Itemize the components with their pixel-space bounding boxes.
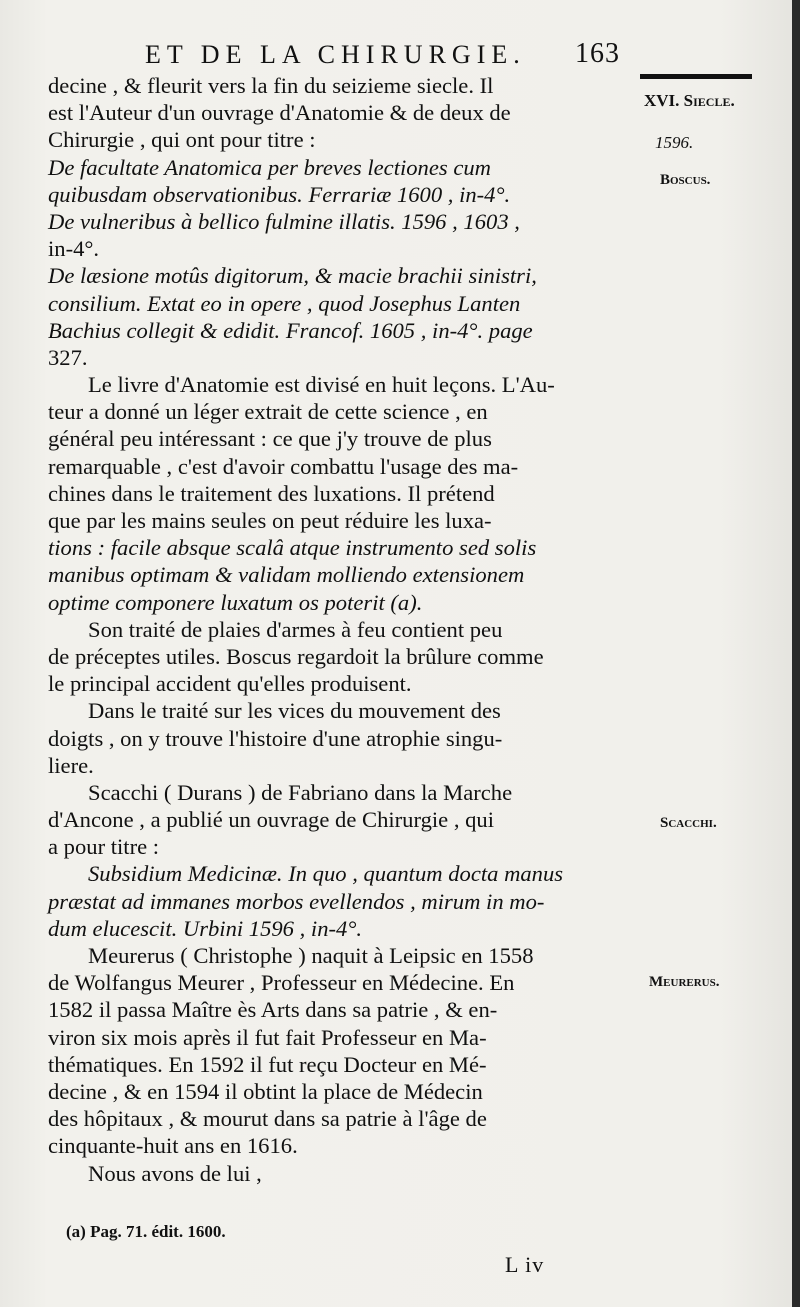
text-line: thématiques. En 1592 il fut reçu Docteur en Mé- (48, 1051, 487, 1077)
footnote: (a) Pag. 71. édit. 1600. (66, 1222, 226, 1241)
text-line: général peu intéressant : ce que j'y trouve de plus (48, 426, 492, 452)
text-line: le principal accident qu'elles produisent. (48, 671, 412, 697)
paragraph-start: Scacchi ( Durans ) de Fabriano dans la Marche (88, 779, 513, 805)
text-line: liere. (48, 752, 94, 778)
text-line: cinquante-huit ans en 1616. (48, 1133, 298, 1159)
margin-note-year: 1596. (655, 133, 694, 152)
title-line: De vulneribus à bellico fulmine illatis. 1596 , 1603 , (48, 208, 520, 234)
paragraph-start: Dans le traité sur les vices du mouvement des (88, 698, 501, 724)
title-line: dum elucescit. Urbini 1596 , in-4°. (48, 915, 363, 941)
text-line: remarquable , c'est d'avoir combattu l'usage des ma- (48, 453, 519, 479)
title-line: præstat ad immanes morbos evellendos , mirum in mo- (48, 888, 545, 914)
quote-line: tions : facile absque scalâ atque instrumento sed solis (48, 535, 537, 561)
body-text (48, 72, 638, 1187)
paragraph-start: Son traité de plaies d'armes à feu contient peu (88, 616, 503, 642)
margin-note-scacchi: Scacchi. (660, 815, 717, 831)
quote-line: optime componere luxatum os poterit (a). (48, 589, 423, 615)
title-line: Subsidium Medicinæ. In quo , quantum docta manus (88, 861, 564, 887)
text-line: Chirurgie , qui ont pour titre : (48, 127, 316, 153)
title-line: De facultate Anatomica per breves lectiones cum (48, 154, 491, 180)
text-line: in-4°. (48, 236, 100, 262)
text-line: a pour titre : (48, 834, 160, 860)
margin-note-boscus: Boscus. (660, 172, 711, 188)
paragraph-start: Meurerus ( Christophe ) naquit à Leipsic en 1558 (88, 943, 534, 968)
title-line: Bachius collegit & edidit. Francof. 1605 , in-4°. page (48, 317, 533, 343)
text-line: decine , & en 1594 il obtint la place de Médecin (48, 1078, 483, 1104)
text-line: des hôpitaux , & mourut dans sa patrie à l'âge de (48, 1106, 487, 1132)
signature-mark: L iv (505, 1252, 545, 1277)
paragraph-start: Nous avons de lui , (88, 1160, 262, 1186)
text-line: chines dans le traitement des luxations. Il prétend (48, 480, 495, 506)
title-line: De læsione motûs digitorum, & macie brachii sinistri, (48, 263, 537, 289)
running-title: ET DE LA CHIRURGIE. (145, 40, 526, 69)
text-line: 327. (48, 344, 88, 370)
page-number: 163 (575, 38, 620, 69)
text-line: teur a donné un léger extrait de cette science , en (48, 399, 488, 425)
text-line: 1582 il passa Maître ès Arts dans sa patrie , & en- (48, 997, 498, 1023)
text-line: viron six mois après il fut fait Professeur en Ma- (48, 1024, 487, 1050)
running-header (145, 36, 645, 72)
text-line: est l'Auteur d'un ouvrage d'Anatomie & de deux de (48, 100, 511, 126)
paragraph-start: Le livre d'Anatomie est divisé en huit leçons. L'Au- (88, 372, 555, 398)
text-line: decine , & fleurit vers la fin du seizieme siecle. Il (48, 73, 494, 98)
margin-note-century: XVI. Siecle. (644, 91, 735, 110)
text-line: de Wolfangus Meurer , Professeur en Médecine. En (48, 970, 515, 996)
text-line: de préceptes utiles. Boscus regardoit la brûlure comme (48, 643, 544, 669)
text-line: doigts , on y trouve l'histoire d'une atrophie singu- (48, 725, 503, 751)
margin-rule (640, 74, 752, 79)
text-line: d'Ancone , a publié un ouvrage de Chirurgie , qui (48, 807, 495, 833)
page-edge-shadow (792, 0, 800, 1307)
title-line: consilium. Extat eo in opere , quod Josephus Lanten (48, 290, 521, 316)
title-line: quibusdam observationibus. Ferrariæ 1600 , in-4°. (48, 181, 511, 207)
margin-note-meurerus: Meurerus. (649, 974, 720, 990)
text-line: que par les mains seules on peut réduire les luxa- (48, 508, 492, 533)
quote-line: manibus optimam & validam molliendo extensionem (48, 562, 525, 588)
